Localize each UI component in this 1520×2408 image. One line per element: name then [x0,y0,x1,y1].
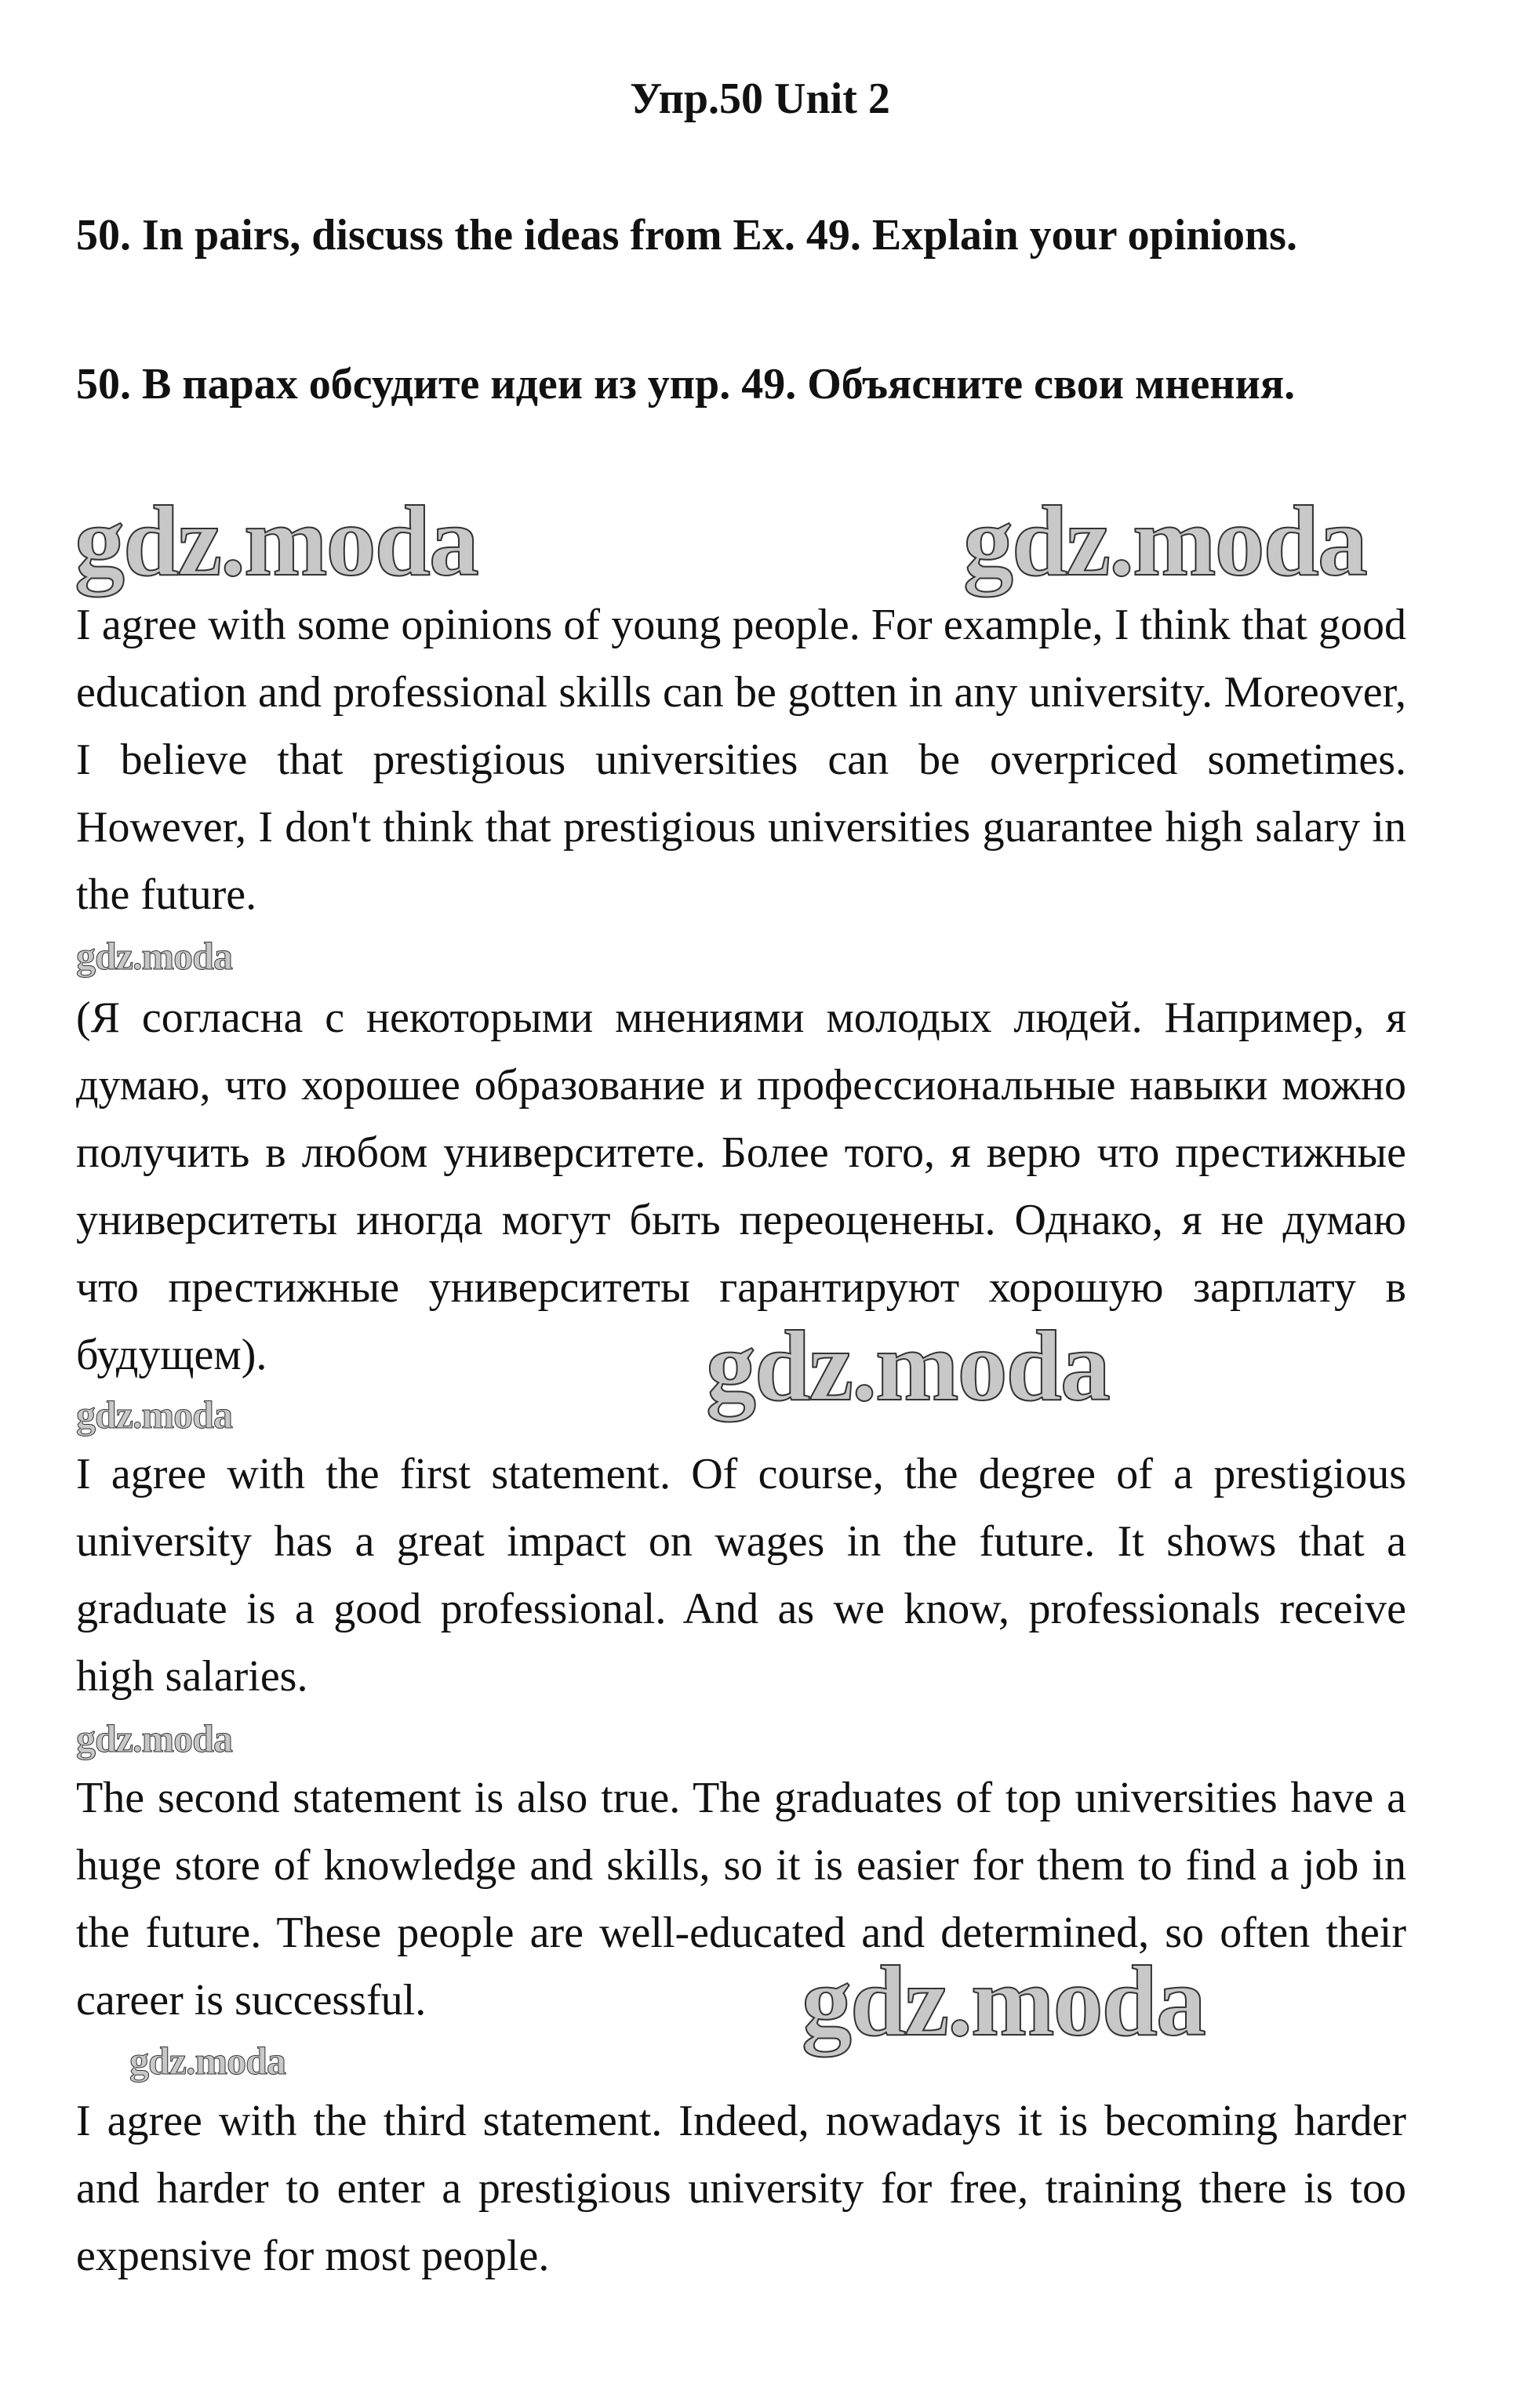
watermark-logo: gdz.moda [76,1716,232,1760]
answer-paragraph: I agree with the first statement. Of course, the degree of a prestigious university has a great impact on wages in the future. It shows that a graduate is a good professional. And as we know, professionals receive high salaries. [76,1450,1406,1701]
page-title: Упр.50 Unit 2 [630,74,890,123]
task-english: 50. In pairs, discuss the ideas from Ex. 49. Explain your opinions. [76,211,1297,260]
answer-paragraph: The second statement is also true. The graduates of top universities have a huge store of knowledge and skills, so it is easier for them to find a job in the future. These people are well-educated and determined, so often their career is successful. [76,1774,1406,2025]
translation-paragraph: (Я согласна с некоторыми мнениями молодых людей. Например, я думаю, что хорошее образование и профессиональные навыки можно получить в любом университете. Более того, я верю что престижные университеты иногда могут быть переоценены. Однако, я не думаю что престижные университеты гарантируют хорошую зарплату в будущем). [76,993,1406,1379]
watermark-logo: gdz.moda [76,934,232,978]
answer-paragraph: I agree with some opinions of young people. For example, I think that good education and professional skills can be gotten in any university. Moreover, I believe that prestigious universities can be overpriced sometimes. However, I don't think that prestigious universities guarantee high salary in the future. [76,601,1406,919]
answer-paragraph: I agree with the third statement. Indeed, nowadays it is becoming harder and harder to enter a prestigious university for free, training there is too expensive for most people. [76,2097,1406,2280]
watermark-logo: gdz.moda [76,1393,232,1436]
watermark-logo: gdz.moda [129,2039,285,2083]
watermark-logo: gdz.moda [706,1310,1109,1422]
watermark-logo: gdz.moda [75,485,478,597]
watermark-logo: gdz.moda [802,1945,1205,2057]
watermark-logo: gdz.moda [963,485,1366,597]
task-russian: 50. В парах обсудите идеи из упр. 49. Объясните свои мнения. [76,360,1296,409]
